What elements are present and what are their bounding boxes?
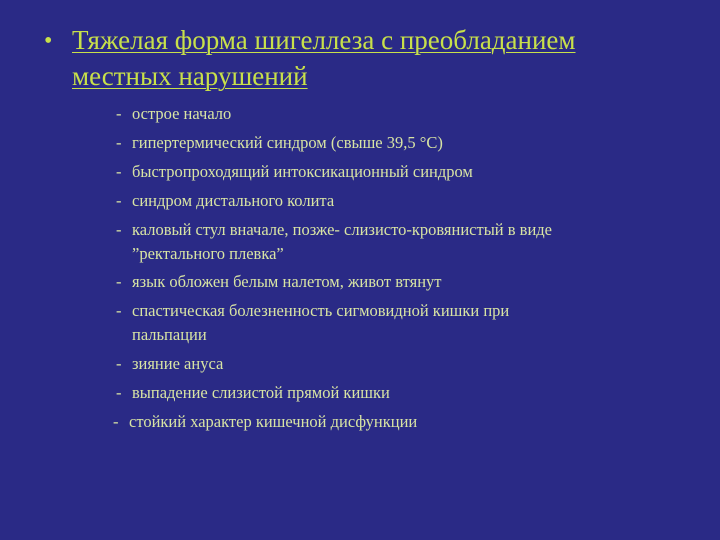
- list-item-text: гипертермический синдром (свыше 39,5 °С): [132, 133, 443, 152]
- list-dash: -: [116, 191, 122, 210]
- list-item-text: выпадение слизистой прямой кишки: [132, 383, 390, 402]
- title-bullet: •: [44, 28, 53, 54]
- list-dash: -: [116, 162, 122, 181]
- list-dash: -: [113, 412, 119, 431]
- list-item-text: быстропроходящий интоксикационный синдром: [132, 162, 473, 181]
- list-item-text: каловый стул вначале, позже- слизисто-кровянистый в виде: [132, 220, 553, 239]
- list-item-continuation: пальпации: [132, 325, 207, 344]
- list-item-continuation: ”ректального плевка”: [132, 244, 284, 263]
- list-dash: -: [116, 220, 122, 239]
- list-dash: -: [116, 272, 122, 291]
- list-dash: -: [116, 354, 122, 373]
- list-item-text: зияние ануса: [132, 354, 224, 373]
- list-dash: -: [116, 104, 122, 123]
- list-item-text: острое начало: [132, 104, 232, 123]
- list-dash: -: [116, 383, 122, 402]
- list-item-text: стойкий характер кишечной дисфункции: [129, 412, 418, 431]
- title-line-1: Тяжелая форма шигеллеза с преобладанием: [72, 25, 576, 55]
- title-line-2: местных нарушений: [72, 61, 308, 91]
- list-item-text: язык обложен белым налетом, живот втянут: [132, 272, 442, 291]
- list-item-text: синдром дистального колита: [132, 191, 335, 210]
- list-item-text: спастическая болезненность сигмовидной кишки при: [132, 301, 510, 320]
- list-dash: -: [116, 133, 122, 152]
- list-dash: -: [116, 301, 122, 320]
